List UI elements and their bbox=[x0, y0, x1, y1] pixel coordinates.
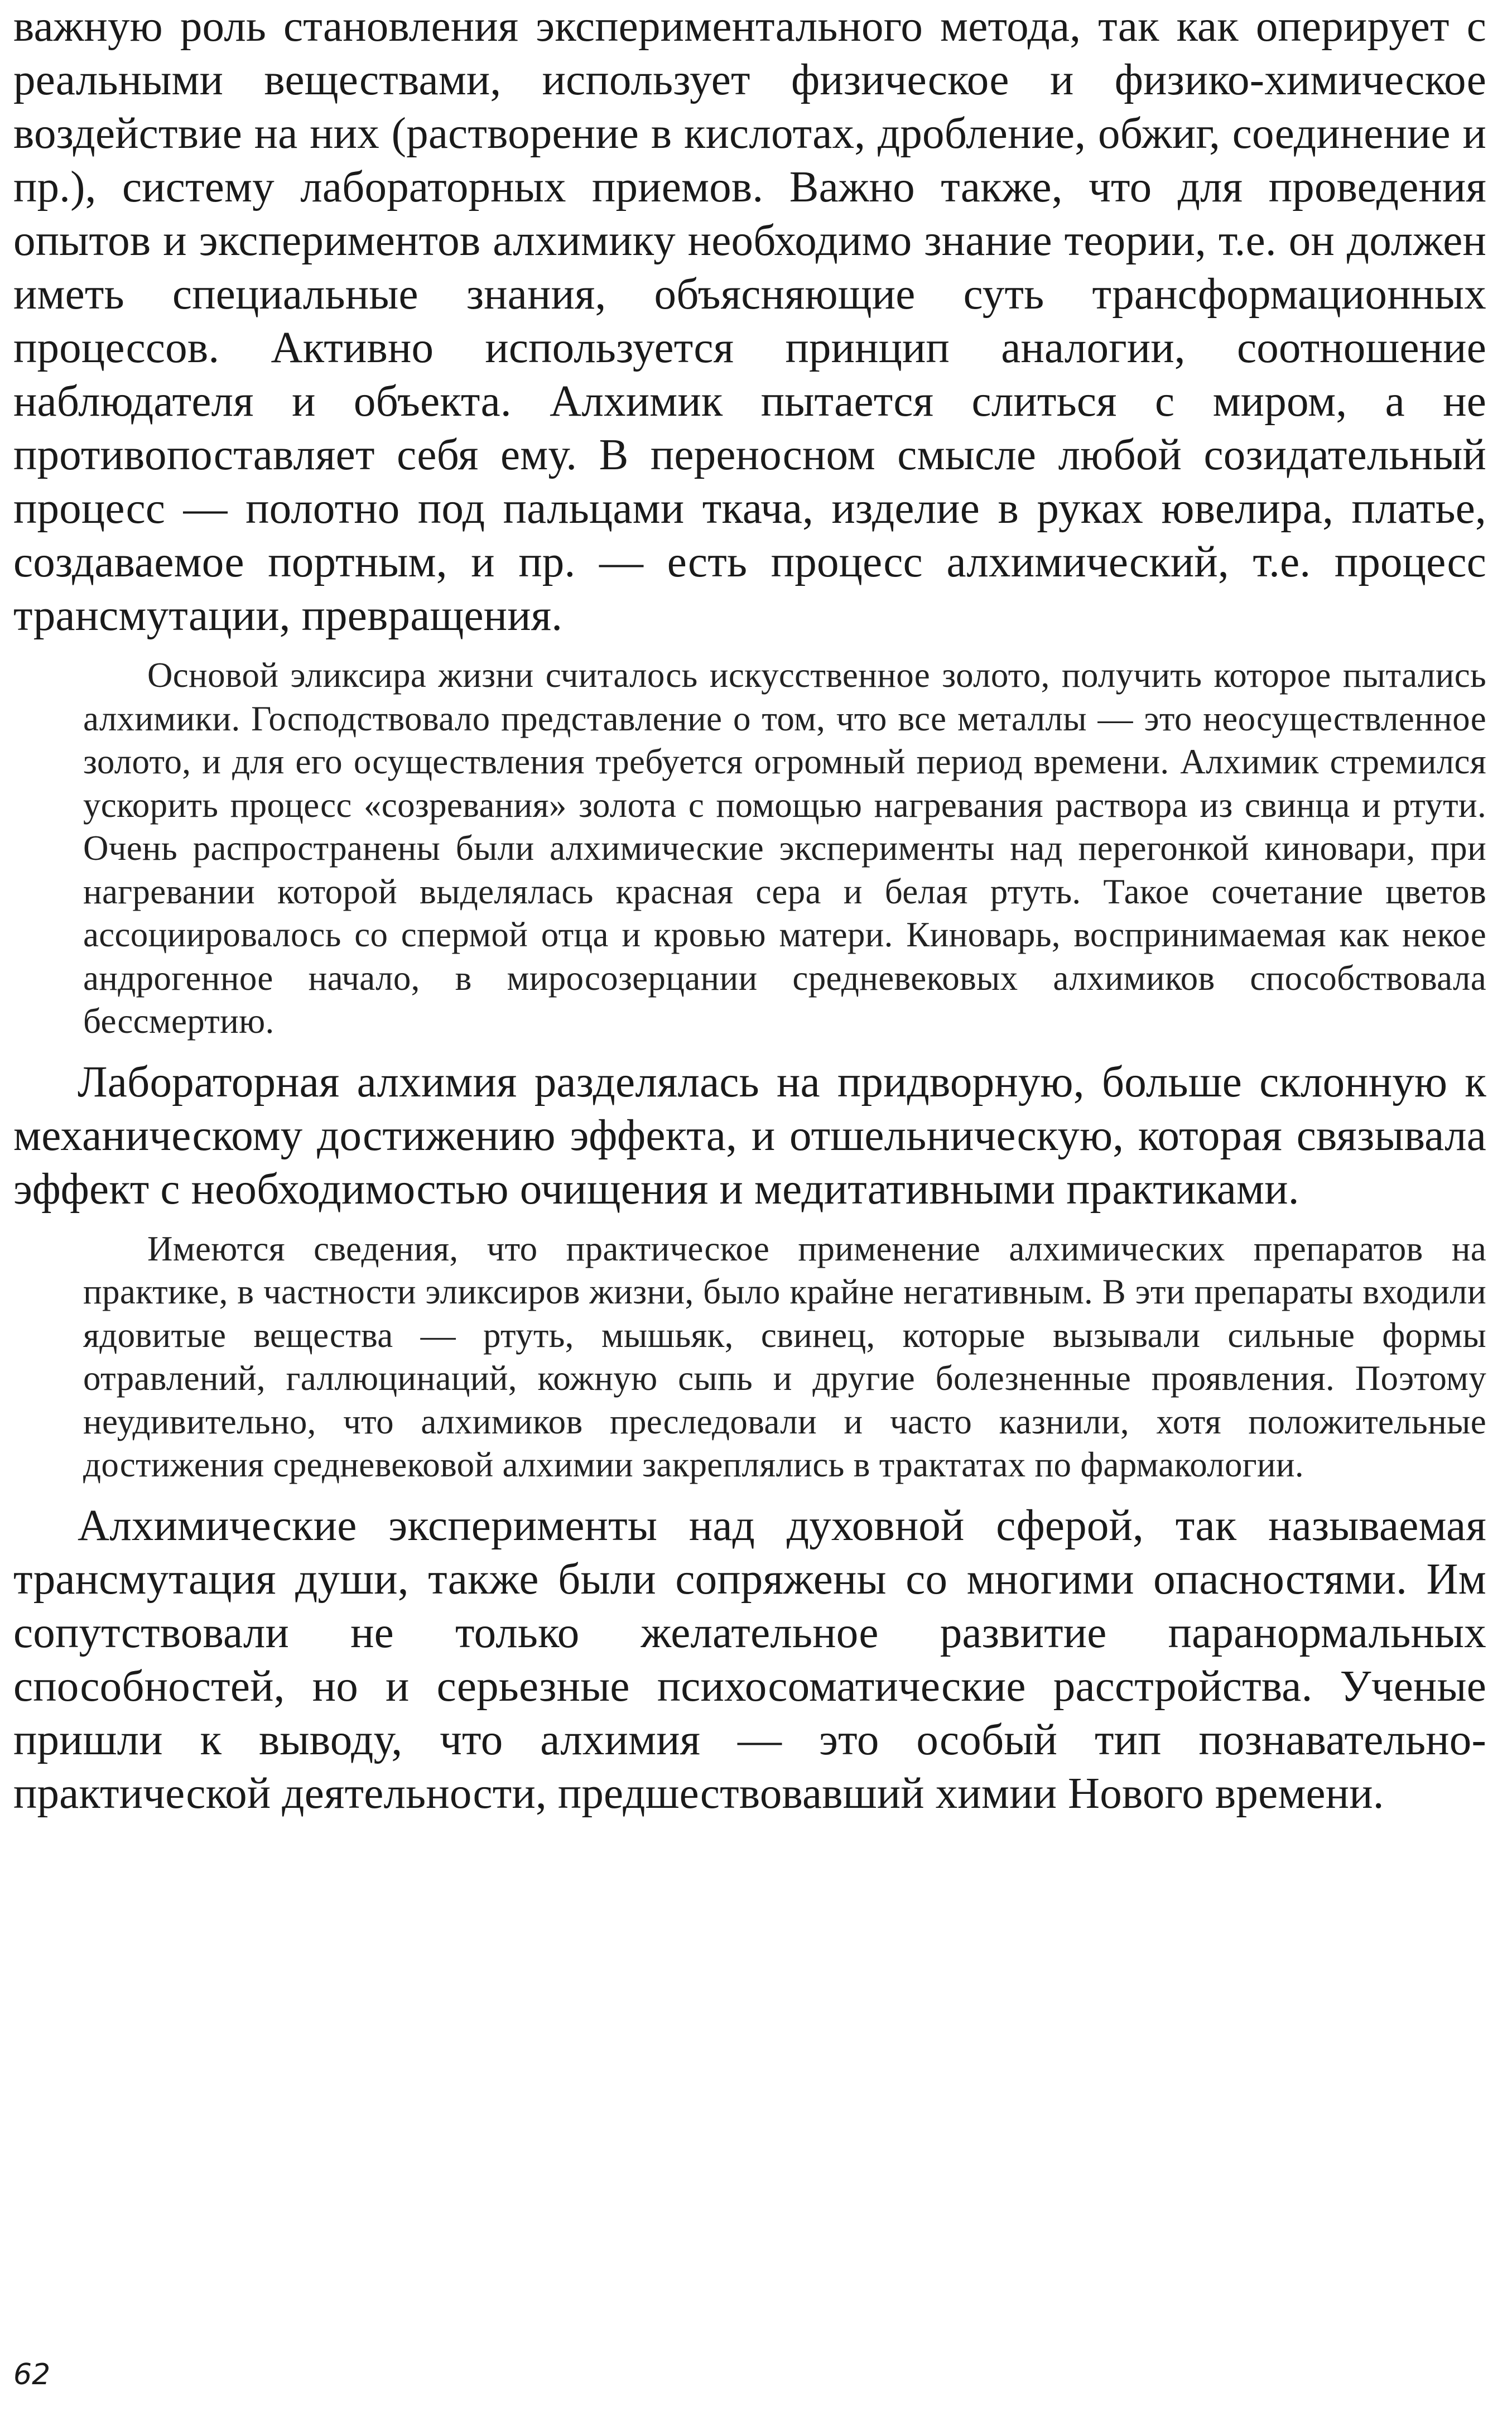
spacer bbox=[13, 643, 1486, 654]
body-paragraph: важную роль становления экспериментального метода, так как оперирует с реальными веществами, использует физическое и физико-химическое воздействие на них (растворение в кислотах, дробление, обжиг, соединение и пр.), систему лабораторных приемов. Важно также, что для проведения опытов и экспериментов алхимику необходимо знание теории, т.е. он должен иметь специальные знания, объясняющие суть трансформационных процессов. Активно используется принцип аналогии, соотношение наблюдателя и объекта. Алхимик пытается слиться с миром, а не противопоставляет себя ему. В переносном смысле любой созидательный процесс — полотно под пальцами ткача, изделие в руках ювелира, платье, создаваемое портным, и пр. — есть процесс алхимический, т.е. процесс трансмутации, превращения. bbox=[13, 2, 1486, 640]
spacer bbox=[13, 1487, 1486, 1499]
body-paragraph: Алхимические эксперименты над духовной сферой, так называемая трансмутация души, также были сопряжены со многими опасностями. Им сопутствовали не только желательное развитие паранормальных способностей, но и серьезные психосоматические расстройства. Ученые пришли к выводу, что алхимия — это особый тип познавательно-практической деятельности, предшествовавший химии Нового времени. bbox=[13, 1501, 1486, 1818]
page-number: 62 bbox=[13, 2358, 51, 2391]
spacer bbox=[13, 1216, 1486, 1228]
note-paragraph: Основой эликсира жизни считалось искусственное золото, получить которое пытались алхимики. Господствовало представление о том, что все металлы — это неосуществленное золото, и для его осуществления требуется огромный период времени. Алхимик стремился ускорить процесс «созревания» золота с помощью нагревания раствора из свинца и ртути. Очень распространены были алхимические эксперименты над перегонкой киновари, при нагревании которой выделялась красная сера и белая ртуть. Такое сочетание цветов ассоциировалось со спермой отца и кровью матери. Киноварь, воспринимаемая как некое андрогенное начало, в миросозерцании средневековых алхимиков способствовала бессмертию. bbox=[83, 656, 1486, 1041]
body-paragraph: Лабораторная алхимия разделялась на придворную, больше склонную к механическому достижению эффекта, и отшельническую, которая связывала эффект с необходимостью очищения и медитативными практиками. bbox=[13, 1057, 1486, 1214]
spacer bbox=[13, 1043, 1486, 1056]
page-body bbox=[13, 0, 1486, 1821]
note-paragraph: Имеются сведения, что практическое применение алхимических препаратов на практике, в частности эликсиров жизни, было крайне негативным. В эти препараты входили ядовитые вещества — ртуть, мышьяк, свинец, которые вызывали сильные формы отравлений, галлюцинаций, кожную сыпь и другие болезненные проявления. Поэтому неудивительно, что алхимиков преследовали и часто казнили, хотя положительные достижения средневековой алхимии закреплялись в трактатах по фармакологии. bbox=[83, 1229, 1486, 1484]
